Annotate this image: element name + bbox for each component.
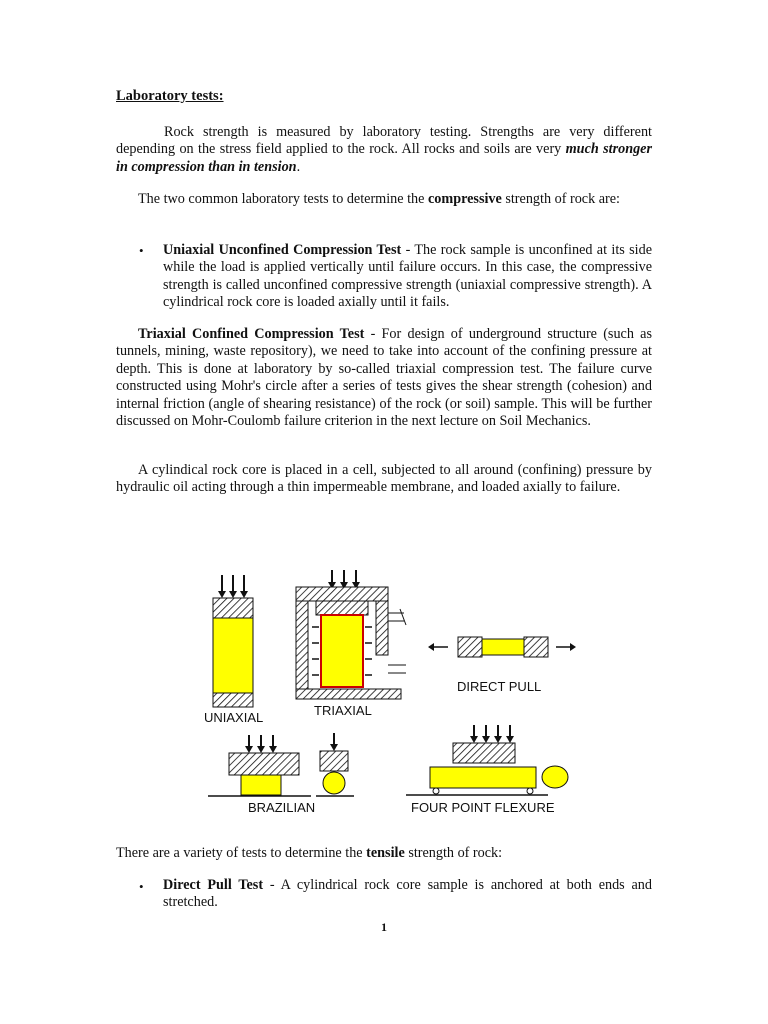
beam-end-view — [542, 766, 568, 788]
side-platen — [320, 751, 348, 771]
bullet-marker: • — [139, 243, 144, 258]
support-roller — [527, 788, 533, 794]
arrow-head — [330, 744, 338, 751]
label-brazilian: BRAZILIAN — [248, 800, 316, 815]
paragraph-triaxial-test — [116, 326, 652, 430]
four-point-flexure-diagram — [406, 725, 568, 815]
cell-top — [296, 587, 388, 601]
paragraph-cylindrical-core: A cylindical rock core is placed in a cell, subjected to all around (confining) pressure by hydraulic oil acting through a thin impermeable membrane, and loaded axially to failure. — [116, 462, 652, 496]
drain-pipe — [388, 665, 406, 673]
piston — [316, 601, 368, 615]
bullet-direct-pull-test — [163, 877, 652, 912]
confining-arrows-right — [365, 627, 372, 675]
p2-bold: compressive — [427, 191, 502, 207]
test-methods-figure — [196, 565, 586, 825]
section-heading: Laboratory tests: — [116, 88, 224, 104]
upper-platen — [213, 598, 253, 618]
direct-pull-diagram — [428, 637, 576, 694]
p1-end: . — [296, 158, 301, 175]
cell-base — [296, 689, 401, 699]
arrow-head — [269, 746, 277, 753]
p3-title: Triaxial Confined Compression Test — [138, 326, 365, 342]
upper-platen — [229, 753, 299, 775]
bullet-marker: • — [139, 879, 144, 894]
paragraph-rock-strength — [116, 124, 652, 176]
bullet1-title: Uniaxial Unconfined Compression Test — [163, 242, 402, 258]
arrow-head — [506, 736, 514, 743]
label-uniaxial: UNIAXIAL — [204, 710, 264, 725]
p2-pre: The two common laboratory tests to determine the — [138, 191, 428, 207]
arrow-head — [245, 746, 253, 753]
p1-text: Rock strength is measured by laboratory testing. Strengths are very different depending on the stress field applied to the rock. All rocks and soils are very — [116, 124, 652, 158]
p5-post: strength of rock: — [404, 845, 503, 861]
p5-bold: tensile — [366, 845, 405, 861]
p1-emphasis: much stronger in compression than in tension — [116, 141, 653, 175]
left-grip — [458, 637, 482, 657]
bullet-uniaxial-test — [163, 242, 652, 312]
oil-inlet-pipe — [388, 609, 406, 625]
disc-sample — [241, 775, 281, 795]
lower-platen — [213, 693, 253, 707]
label-four-point-flexure: FOUR POINT FLEXURE — [411, 800, 555, 815]
bullet2-text: - A cylindrical rock core sample is anchored at both ends and stretched. — [163, 877, 652, 911]
arrow-head — [257, 746, 265, 753]
paragraph-tensile-tests — [116, 845, 652, 862]
brazilian-diagram — [208, 733, 354, 815]
p5-pre: There are a variety of tests to determine the — [116, 845, 367, 861]
confining-arrows-left — [312, 627, 319, 675]
arrow-head — [494, 736, 502, 743]
arrow-head — [218, 591, 226, 598]
arrow-head — [570, 643, 576, 651]
right-grip — [524, 637, 548, 657]
arrow-head — [229, 591, 237, 598]
arrow-head — [482, 736, 490, 743]
p2-post: strength of rock are: — [501, 191, 620, 207]
upper-loading-bar — [453, 743, 515, 763]
bullet1-text: - The rock sample is unconfined at its side while the load is applied vertically until failure occurs. In this case, the compressive strength is called unconfined compressive strength (uniaxial compressive strength). A cylindrical rock core is loaded axially until it fails. — [163, 242, 652, 311]
rock-sample — [482, 639, 524, 655]
cell-right-wall — [376, 601, 388, 655]
paragraph-compressive-tests — [116, 191, 652, 208]
label-direct-pull: DIRECT PULL — [457, 679, 542, 694]
arrow-head — [470, 736, 478, 743]
cell-left-wall — [296, 601, 308, 689]
arrow-head — [240, 591, 248, 598]
disc-side-view — [323, 772, 345, 794]
p3-text: - For design of underground structure (such as tunnels, mining, waste repository), we need to take into account of the confining pressure at depth. This is done at laboratory by so-called triaxial compression test. The failure curve constructed using Mohr's circle after a series of tests gives the shear strength (cohesion) and internal friction (angle of shearing resistance) of the rock (or soil) sample. This will be further discussed on Mohr-Coulomb failure criterion in the next lecture on Soil Mechanics. — [116, 326, 652, 430]
support-roller — [433, 788, 439, 794]
rock-sample — [321, 615, 363, 687]
uniaxial-diagram — [204, 575, 263, 725]
bullet2-title: Direct Pull Test — [163, 877, 264, 893]
triaxial-diagram — [296, 570, 406, 718]
beam-sample — [430, 767, 536, 788]
arrow-head — [428, 643, 434, 651]
page-number: 1 — [381, 920, 387, 934]
rock-sample — [213, 618, 253, 693]
label-triaxial: TRIAXIAL — [314, 703, 372, 718]
